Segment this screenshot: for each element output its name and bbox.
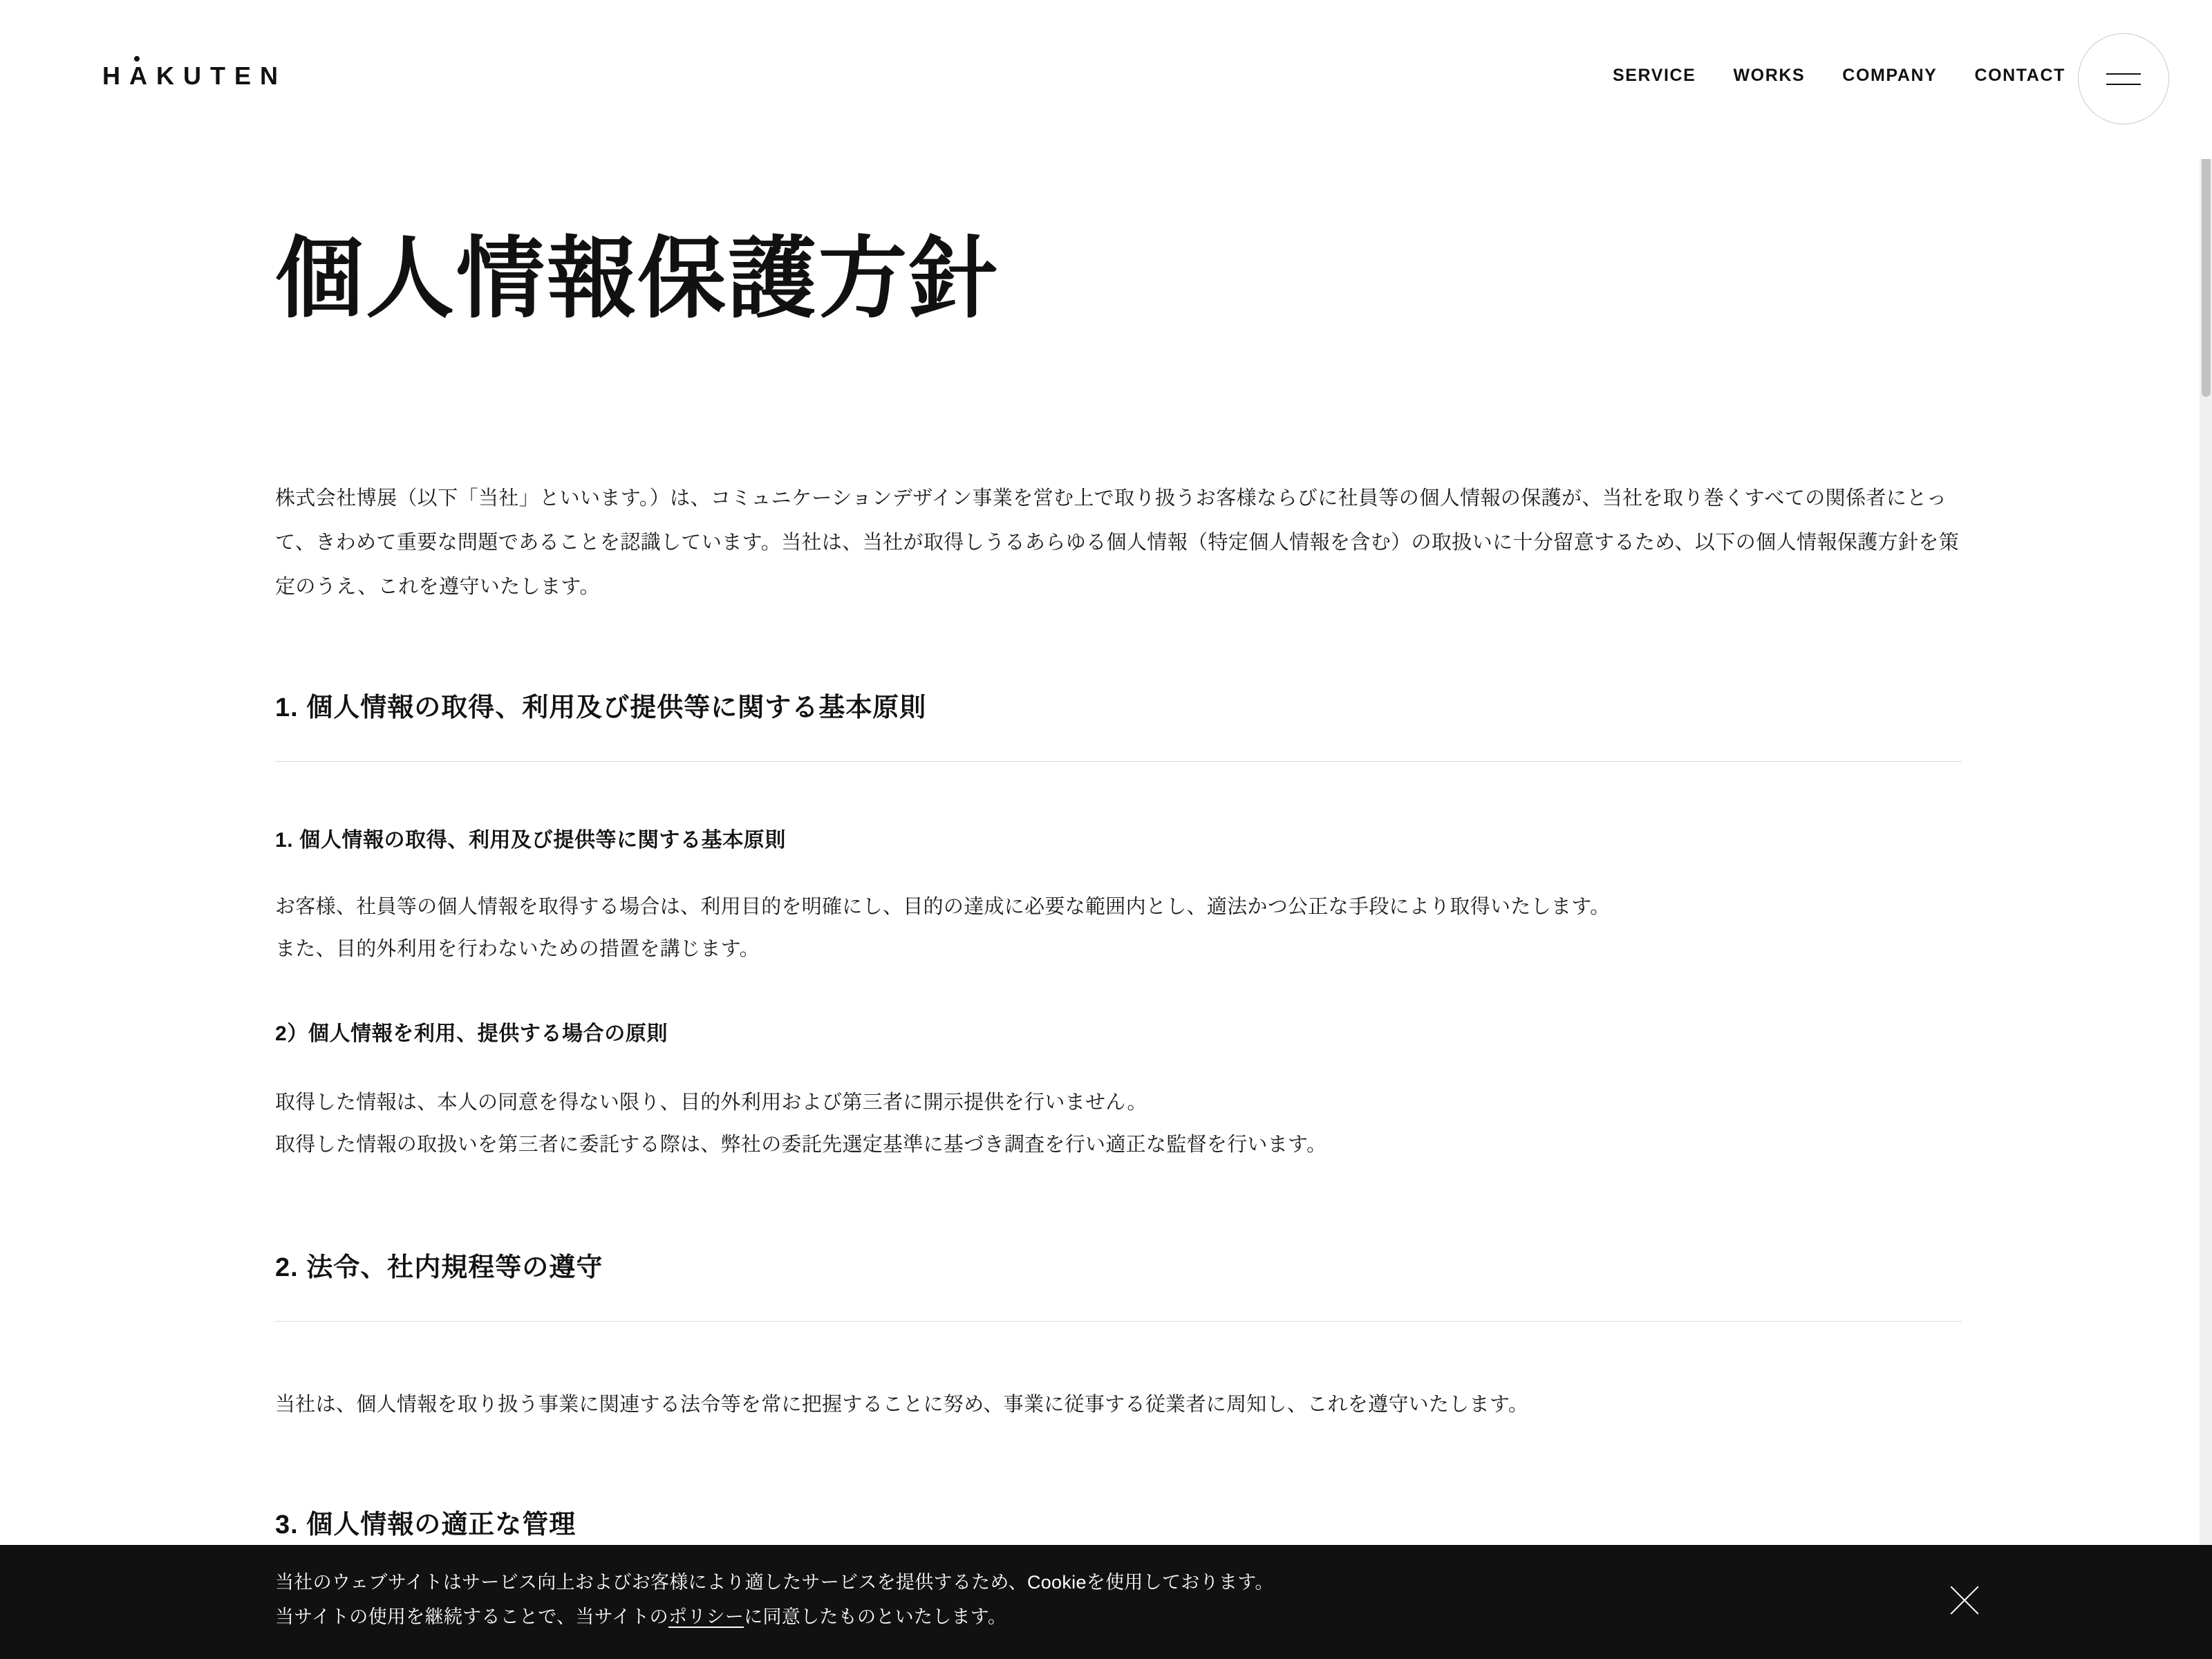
section-1-divider (275, 761, 1962, 762)
site-header (0, 0, 2212, 159)
nav-item-service[interactable]: SERVICE (1612, 66, 1696, 85)
cookie-banner (0, 1545, 2212, 1659)
section-1-sub-2-line-1: 取得した情報は、本人の同意を得ない限り、目的外利用および第三者に開示提供を行いません。 (275, 1091, 1147, 1114)
section-1-sub-2-body (275, 1082, 1962, 1166)
section-3 (275, 1508, 1962, 1542)
section-3-heading: 3. 個人情報の適正な管理 (275, 1510, 577, 1539)
nav-item-company[interactable]: COMPANY (1842, 66, 1938, 85)
section-2-body (275, 1384, 1962, 1426)
section-2-divider (275, 1321, 1962, 1322)
logo-text: HAKUTEN (102, 62, 287, 90)
section-1-sub-2 (275, 1020, 1962, 1049)
main-navigation (1613, 66, 2065, 86)
nav-item-contact[interactable]: CONTACT (1974, 66, 2065, 85)
cookie-banner-text (275, 1566, 1274, 1635)
hamburger-menu-button[interactable] (2078, 33, 2169, 124)
cookie-policy-link[interactable]: ポリシー (668, 1606, 744, 1627)
section-2 (275, 1251, 1962, 1322)
section-1-sub-1-line-2: また、目的外利用を行わないための措置を講じます。 (275, 937, 760, 960)
site-logo[interactable] (102, 64, 287, 88)
section-1-sub-1-body (275, 886, 1962, 971)
hamburger-icon (2106, 73, 2141, 75)
nav-item-works[interactable]: WORKS (1733, 66, 1806, 85)
hamburger-icon (2106, 84, 2141, 85)
cookie-banner-line-1: 当社のウェブサイトはサービス向上およびお客様により適したサービスを提供するため、Cookieを使用しております。 (275, 1572, 1274, 1593)
cookie-close-button[interactable] (1945, 1581, 1984, 1620)
logo-dot-icon (134, 56, 140, 62)
section-1-sub-2-line-2: 取得した情報の取扱いを第三者に委託する際は、弊社の委託先選定基準に基づき調査を行い適正な監督を行います。 (275, 1133, 1327, 1156)
cookie-banner-line-2-before: 当サイトの使用を継続することで、当サイトの (275, 1606, 668, 1627)
section-1-sub-1-line-1: お客様、社員等の個人情報を取得する場合は、利用目的を明確にし、目的の達成に必要な範囲内とし、適法かつ公正な手段により取得いたします。 (275, 896, 1611, 918)
section-2-heading: 2. 法令、社内規程等の遵守 (275, 1253, 603, 1282)
intro-paragraph: 株式会社博展（以下「当社」といいます。）は、コミュニケーションデザイン事業を営む上で取り扱うお客様ならびに社員等の個人情報の保護が、当社を取り巻くすべての関係者にとって、きわめて重要な問題であることを認識しています。当社は、当社が取得しうるあらゆる個人情報（特定個人情報を含む）の取扱いに十分留意するため、以下の個人情報保護方針を策定のうえ、これを遵守いたします。 (275, 487, 1960, 598)
page-scrollbar[interactable] (2200, 0, 2212, 1659)
section-1-sub-2-title: 2）個人情報を利用、提供する場合の原則 (275, 1022, 668, 1045)
section-2-paragraph: 当社は、個人情報を取り扱う事業に関連する法令等を常に把握することに努め、事業に従事する従業者に周知し、これを遵守いたします。 (275, 1394, 1529, 1416)
section-1 (275, 691, 1962, 762)
section-1-sub-1-title: 1. 個人情報の取得、利用及び提供等に関する基本原則 (275, 829, 786, 852)
section-1-heading: 1. 個人情報の取得、利用及び提供等に関する基本原則 (275, 693, 927, 722)
page-title: 個人情報保護方針 (275, 229, 1000, 328)
section-1-sub-1 (275, 826, 1962, 855)
cookie-banner-line-2-after: に同意したものといたします。 (744, 1606, 1007, 1627)
cookie-banner-line-2 (275, 1600, 1274, 1635)
